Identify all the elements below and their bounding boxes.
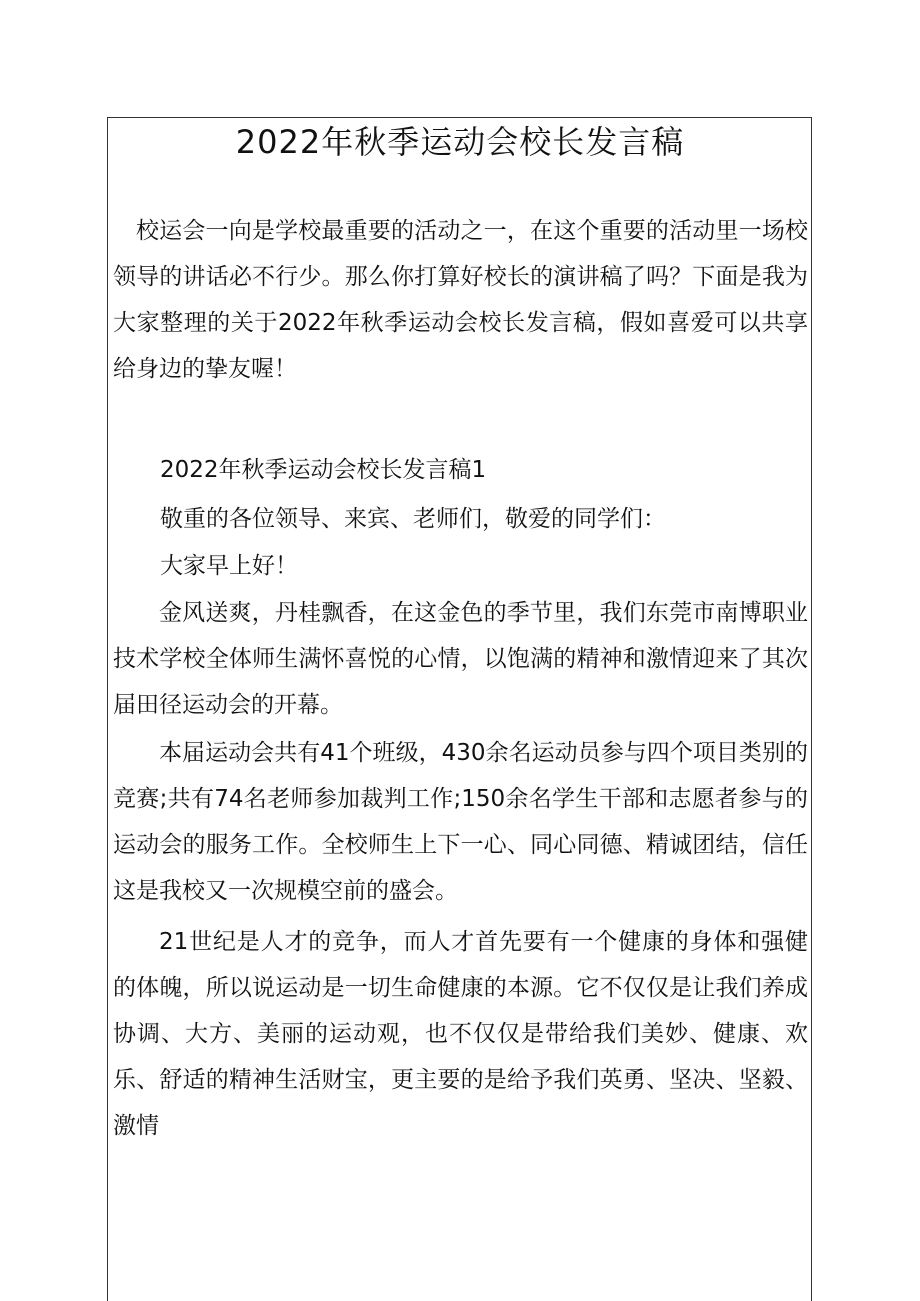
intro-paragraph: 校运会一向是学校最重要的活动之一，在这个重要的活动里一场校领导的讲话必不行少。那么你打算好校长的演讲稿了吗？下面是我为大家整理的关于2022年秋季运动会校长发言稿，假如喜爱可以共享给身边的挚友喔！ [113, 218, 808, 382]
greeting: 大家早上好！ [160, 553, 298, 579]
document-title: 2022年秋季运动会校长发言稿 [235, 123, 685, 161]
body-paragraph-3: 21世纪是人才的竞争，而人才首先要有一个健康的身体和强健的体魄，所以说运动是一切生命健康的本源。它不仅仅是让我们养成协调、大方、美丽的运动观，也不仅仅是带给我们美妙、健康、欢乐、舒适的精神生活财宝，更主要的是给予我们英勇、坚决、坚毅、激情 [113, 929, 808, 1139]
salutation: 敬重的各位领导、来宾、老师们，敬爱的同学们： [160, 506, 666, 532]
body-paragraph-2: 本届运动会共有41个班级，430余名运动员参与四个项目类别的竞赛;共有74名老师参加裁判工作;150余名学生干部和志愿者参与的运动会的服务工作。全校师生上下一心、同心同德、精诚团结，信任这是我校又一次规模空前的盛会。 [113, 740, 808, 904]
section-heading: 2022年秋季运动会校长发言稿1 [160, 457, 487, 483]
body-paragraph-1: 金风送爽，丹桂飘香，在这金色的季节里，我们东莞市南博职业技术学校全体师生满怀喜悦的心情，以饱满的精神和激情迎来了其次届田径运动会的开幕。 [113, 600, 808, 718]
